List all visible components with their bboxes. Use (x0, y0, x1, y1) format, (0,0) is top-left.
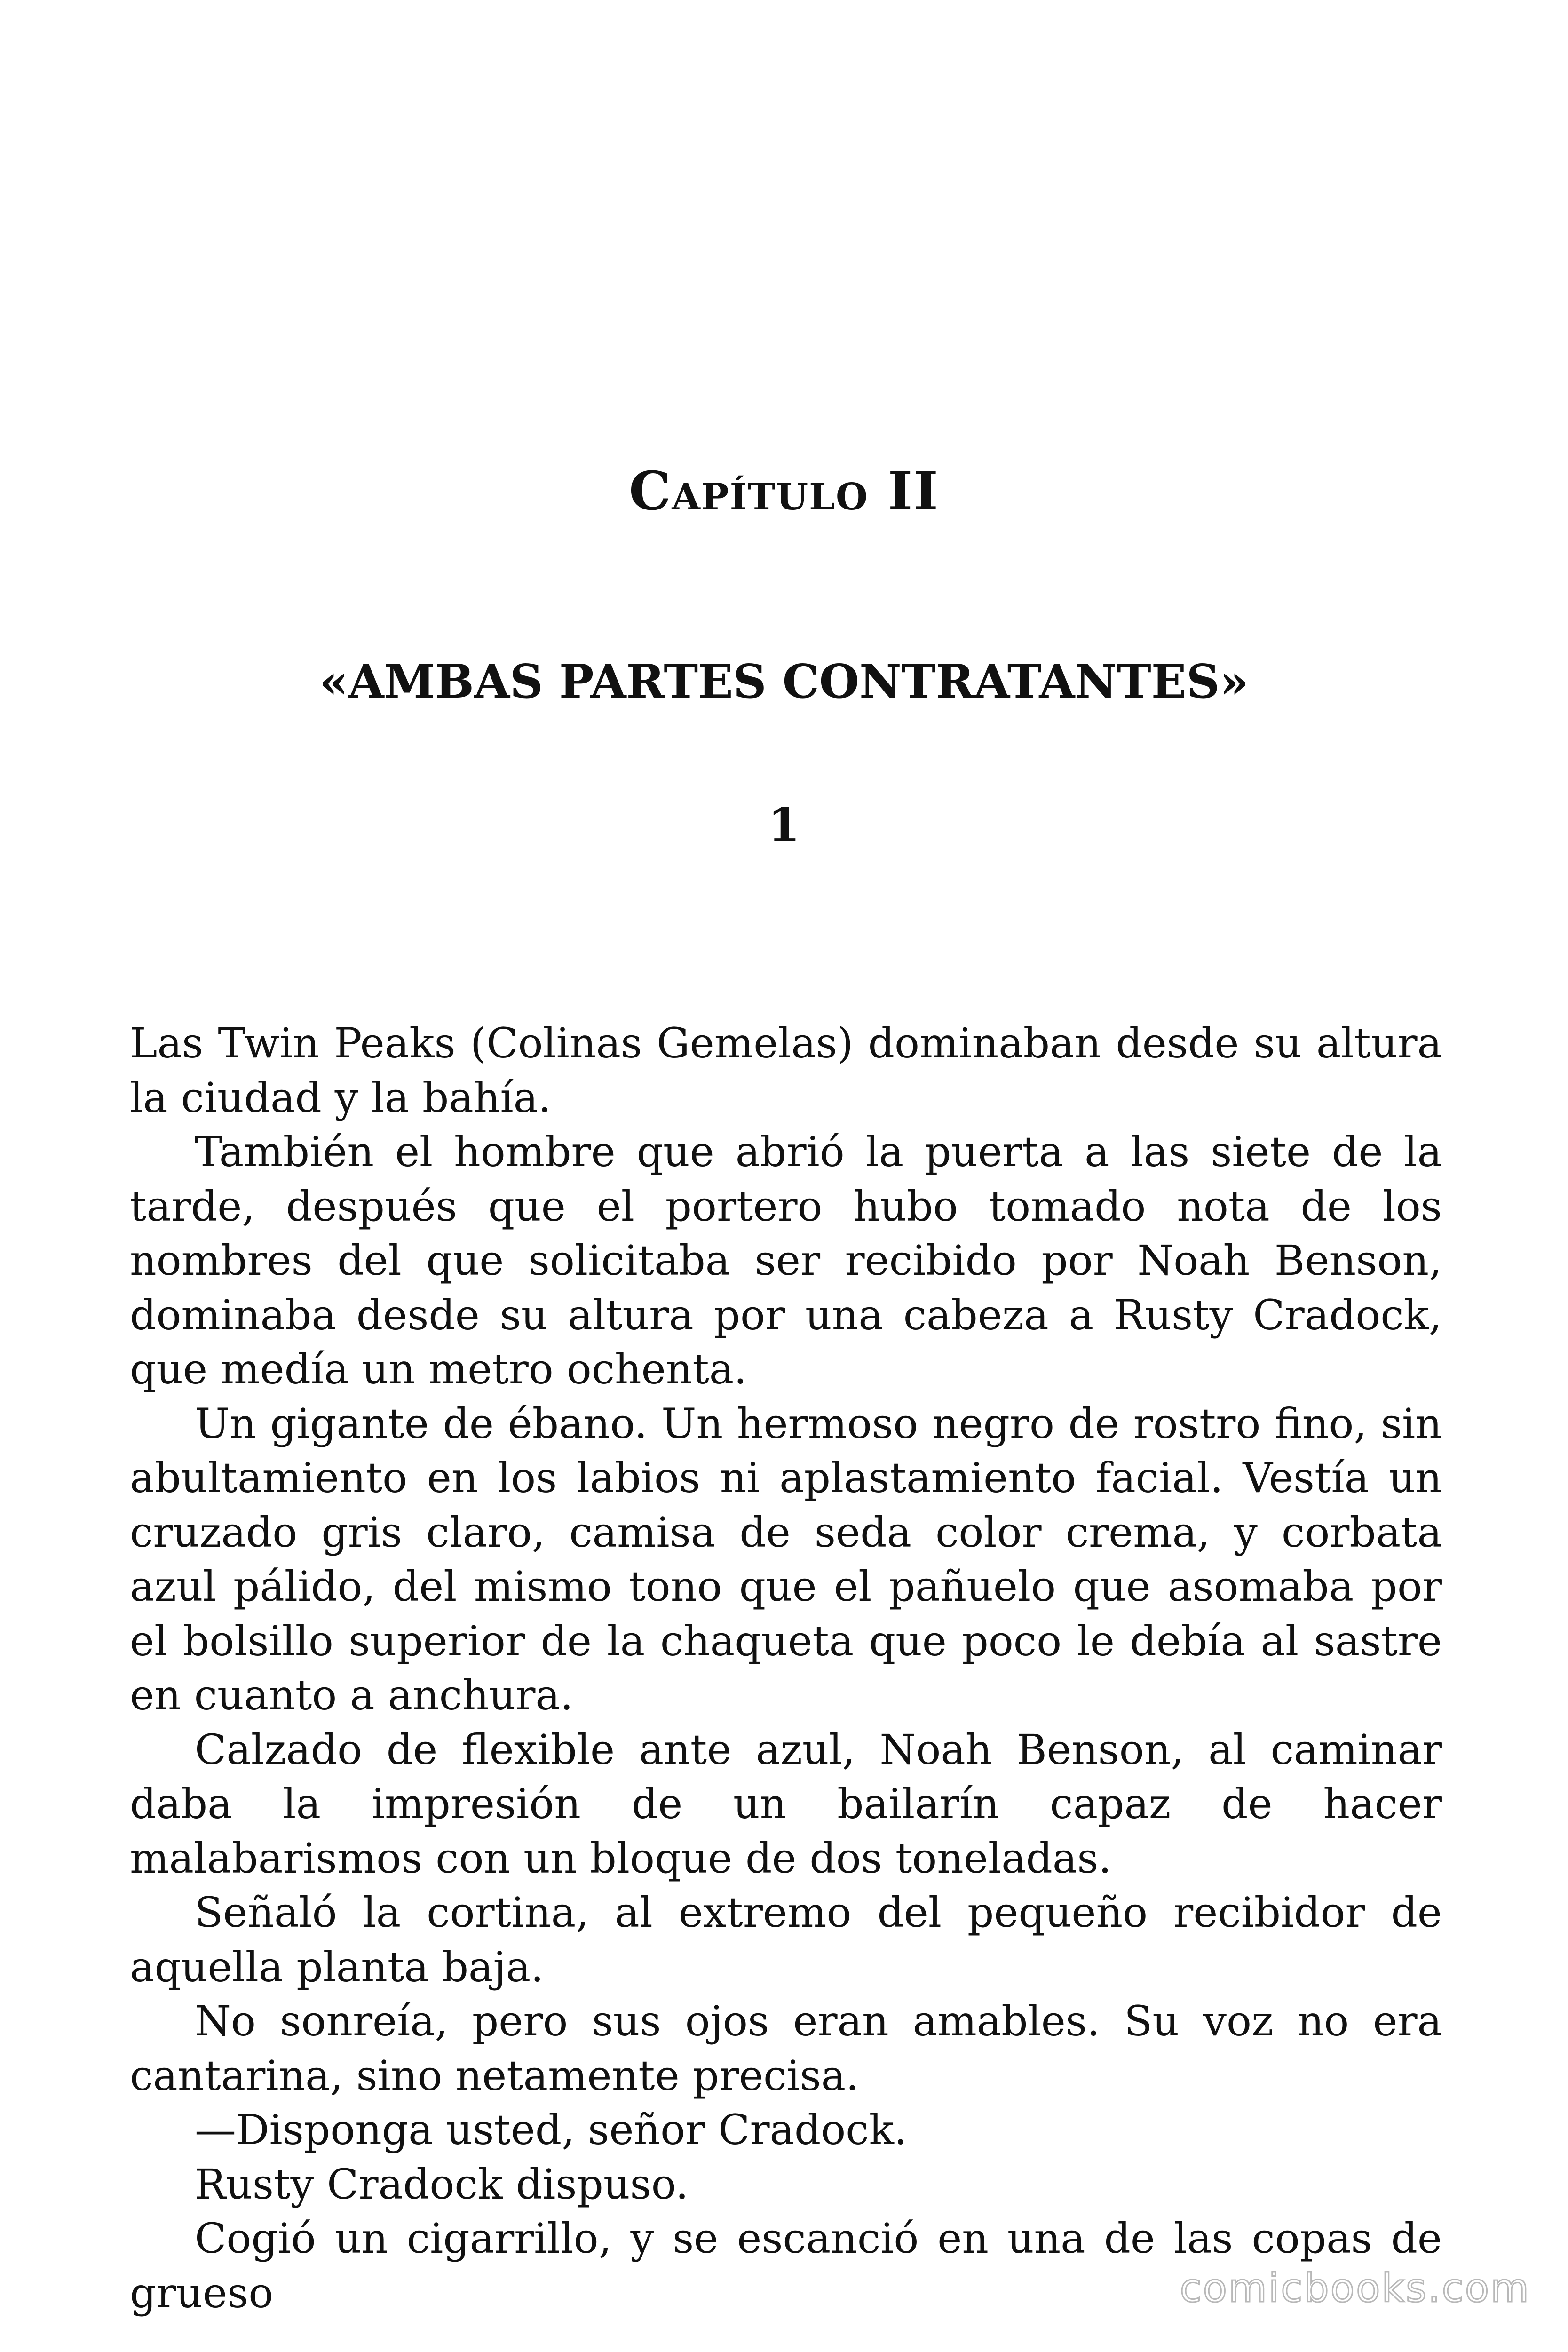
paragraph: Un gigante de ébano. Un hermoso negro de rostro fino, sin abultamiento en los labios ni aplastamiento facial. Vestía un cruzado gris claro, camisa de seda color crema, y corbata azul pálido, del mismo tono que el pañuelo que asomaba por el bolsillo superior de la chaqueta que poco le debía al sastre en cuanto a anchura. (130, 1399, 1442, 1719)
paragraph: Las Twin Peaks (Colinas Gemelas) dominaban desde su altura la ciudad y la bahía. (130, 1019, 1442, 1122)
paragraph: Calzado de flexible ante azul, Noah Benson, al caminar daba la impresión de un bailarín capaz de hacer malabarismos con un bloque de dos toneladas. (130, 1725, 1442, 1883)
chapter-title: Capítulo II (629, 461, 939, 522)
paragraph: No sonreía, pero sus ojos eran amables. Su voz no era cantarina, sino netamente precisa. (130, 1997, 1442, 2100)
paragraph: Rusty Cradock dispuso. (195, 2160, 689, 2209)
chapter-subtitle: «AMBAS PARTES CONTRATANTES» (319, 655, 1249, 709)
paragraph: También el hombre que abrió la puerta a las siete de la tarde, después que el portero hubo tomado nota de los nombres del que solicitaba ser recibido por Noah Benson, dominaba desde su altura por una cabeza a Rusty Cradock, que medía un metro ochenta. (130, 1128, 1442, 1393)
watermark: comicbooks.com (1180, 2265, 1530, 2311)
paragraph: —Disponga usted, señor Cradock. (195, 2106, 907, 2154)
paragraph: Señaló la cortina, al extremo del pequeño recibidor de aquella planta baja. (130, 1888, 1442, 1991)
section-number: 1 (768, 798, 800, 852)
paragraph: Cogió un cigarrillo, y se escanció en una de las copas de grueso (130, 2214, 1442, 2317)
body-text (130, 1016, 1442, 2320)
